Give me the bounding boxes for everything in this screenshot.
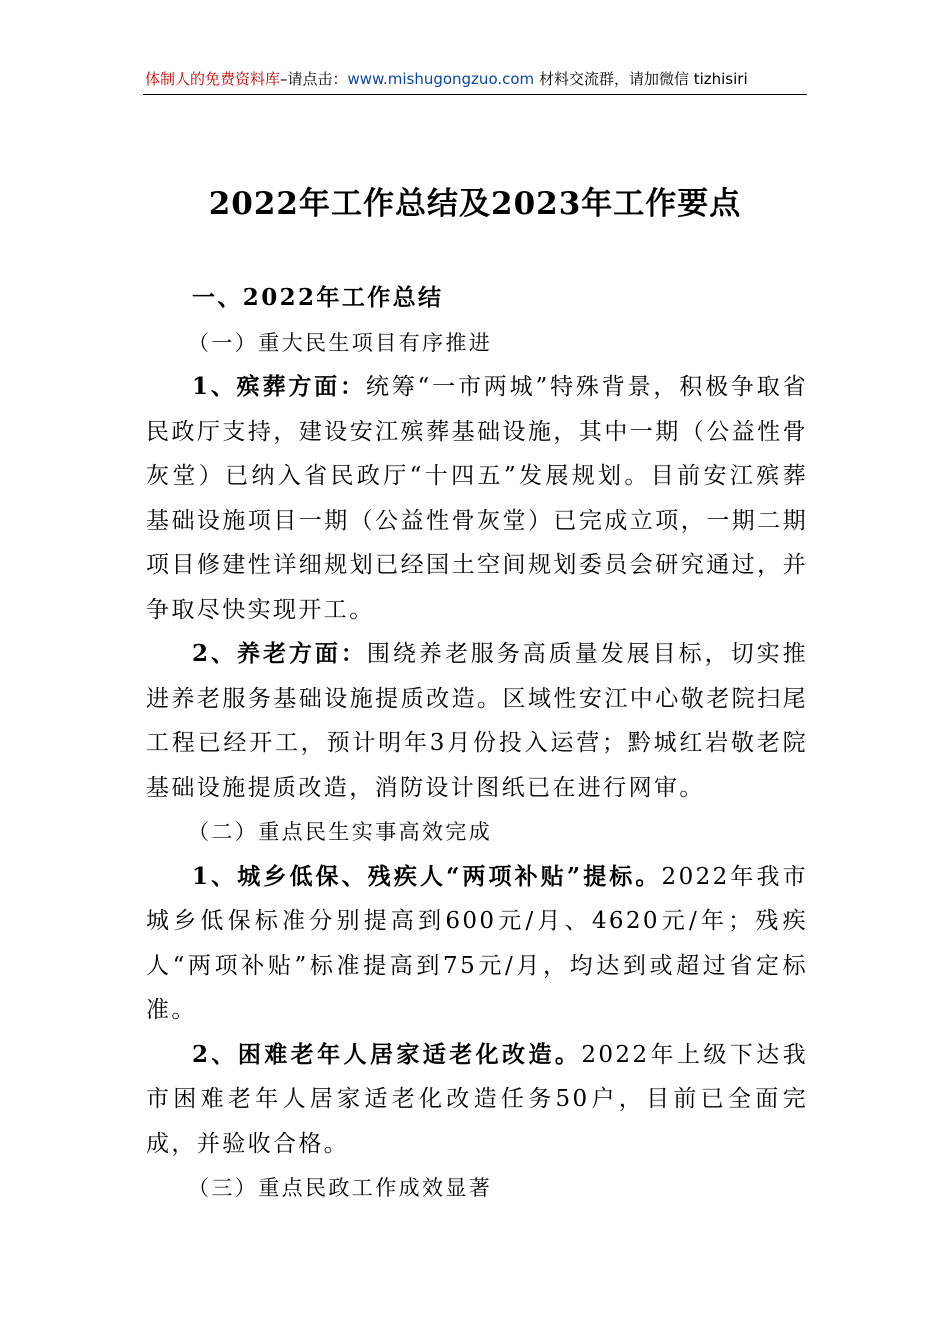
paragraph-label: 1、殡葬方面： (192, 373, 366, 400)
paragraph (146, 632, 808, 810)
header-divider (143, 94, 807, 95)
paragraph-text: 2022年我市城乡低保标准分别提高到600元/月、4620元/年；残疾人“两项补贴”标准提高到75元/月，均达到或超过省定标准。 (146, 863, 808, 1023)
section-heading: 一、2022年工作总结 (192, 284, 444, 311)
paragraph (146, 1033, 808, 1167)
paragraph-label: 2、养老方面： (192, 640, 367, 667)
page-header (145, 68, 805, 90)
subsection-heading: （三）重点民政工作成效显著 (188, 1176, 493, 1200)
document-title: 2022年工作总结及2023年工作要点 (208, 186, 742, 222)
subsection-heading: （二）重点民生实事高效完成 (188, 820, 493, 844)
header-prompt: –请点击： (280, 70, 348, 88)
paragraph-label: 1、城乡低保、残疾人“两项补贴”提标。 (192, 862, 662, 890)
paragraph-text: 2022年上级下达我市困难老年人居家适老化改造任务50户，目前已全面完成，并验收合格。 (146, 1041, 808, 1157)
header-url-link[interactable]: www.mishugongzuo.com (347, 70, 535, 88)
paragraph-text: 统筹“一市两城”特殊背景，积极争取省民政厅支持，建设安江殡葬基础设施，其中一期（公益性骨灰堂）已纳入省民政厅“十四五”发展规划。目前安江殡葬基础设施项目一期（公益性骨灰堂）已完成立项，一期二期项目修建性详细规划已经国土空间规划委员会研究通过，并争取尽快实现开工。 (146, 374, 808, 623)
paragraph (146, 365, 808, 632)
subsection-heading: （一）重大民生项目有序推进 (188, 330, 493, 355)
document-body (146, 276, 808, 1211)
paragraph-label: 2、困难老年人居家适老化改造。 (192, 1040, 582, 1068)
header-tail: 材料交流群，请加微信 tizhisiri (534, 70, 748, 88)
paragraph (146, 855, 808, 1033)
paragraph-text: 围绕养老服务高质量发展目标，切实推进养老服务基础设施提质改造。区域性安江中心敬老院扫尾工程已经开工，预计明年3月份投入运营；黔城红岩敬老院基础设施提质改造，消防设计图纸已在进行网审。 (146, 641, 808, 801)
header-brand: 体制人的免费资料库 (145, 70, 281, 88)
